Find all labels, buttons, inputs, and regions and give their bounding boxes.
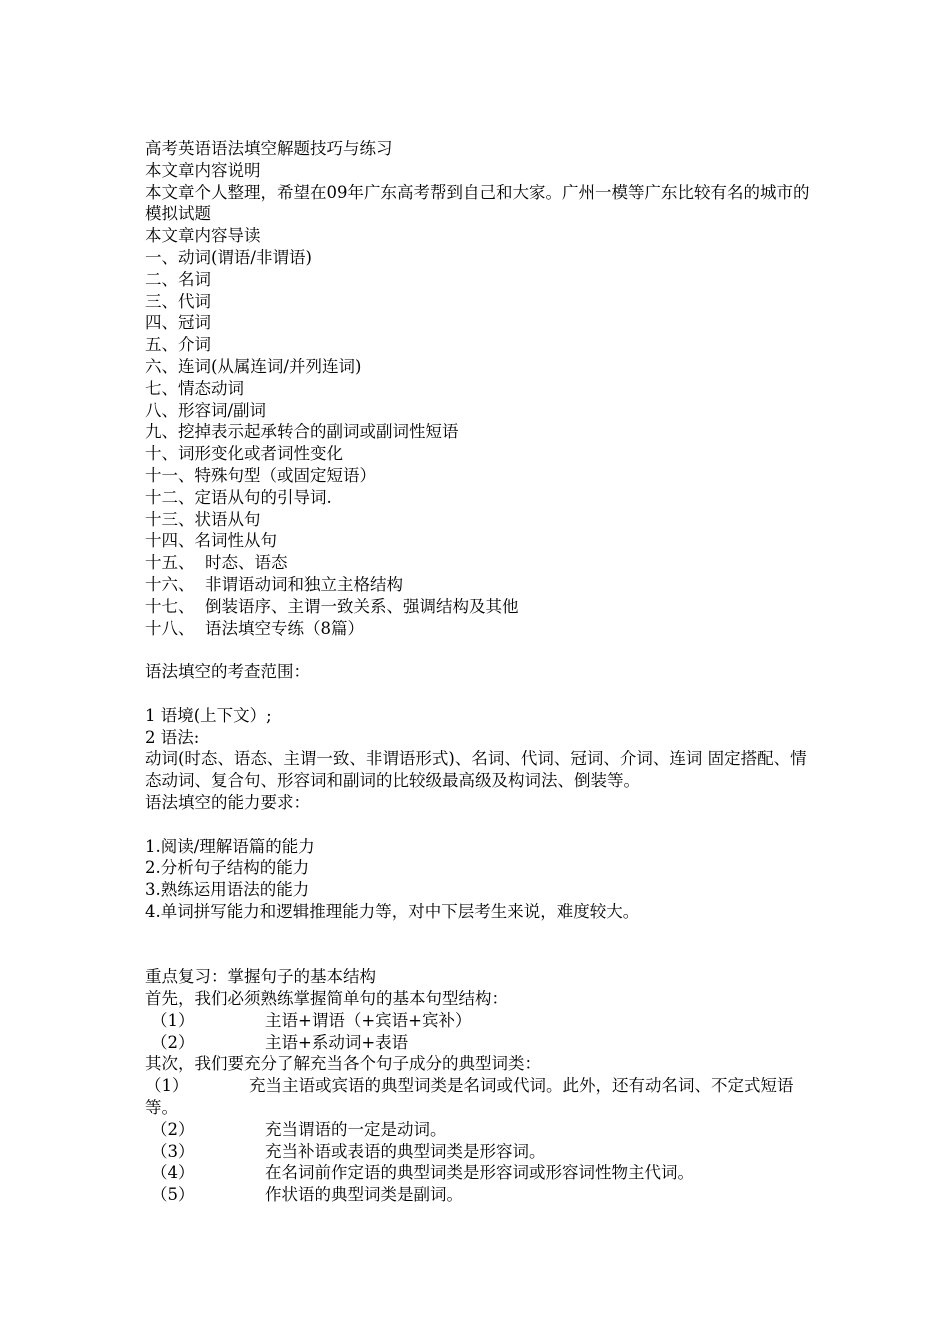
toc-item: 三、代词 <box>145 291 211 311</box>
role-item <box>145 1141 810 1163</box>
intro-heading: 本文章内容说明 <box>145 160 261 180</box>
spacer <box>145 683 810 705</box>
guide-heading: 本文章内容导读 <box>145 226 261 246</box>
toc-item: 八、形容词/副词 <box>145 400 267 420</box>
ability-item: 4.单词拼写能力和逻辑推理能力等，对中下层考生来说，难度较大。 <box>145 901 640 921</box>
spacer <box>145 639 810 661</box>
role-number: （2） <box>151 1119 195 1139</box>
role-text: 在名词前作定语的典型词类是形容词或形容词性物主代词。 <box>265 1163 694 1183</box>
role-item <box>145 1162 810 1184</box>
spacer <box>145 923 810 967</box>
toc-item: 十五、 时态、语态 <box>145 553 288 573</box>
role-text: 充当补语或表语的典型词类是形容词。 <box>265 1141 546 1161</box>
pattern-text: 主语+系动词+表语 <box>265 1032 409 1052</box>
pattern-item <box>145 1010 810 1032</box>
toc-item: 五、介词 <box>145 335 211 355</box>
toc-item: 六、连词(从属连词/并列连词) <box>145 356 362 376</box>
role-item <box>145 1119 810 1141</box>
ability-item: 2.分析句子结构的能力 <box>145 858 310 878</box>
toc-item: 十二、定语从句的引导词. <box>145 487 332 507</box>
toc-item: 十八、 语法填空专练（8篇） <box>145 618 364 638</box>
toc-item: 七、情态动词 <box>145 378 244 398</box>
scope-item: 2 语法: <box>145 727 200 747</box>
role-number: （3） <box>151 1141 195 1161</box>
spacer <box>145 814 810 836</box>
role-item <box>145 1075 810 1119</box>
pattern-number: （2） <box>151 1032 195 1052</box>
role-text: 充当主语或宾语的典型词类是名词或代词。此外，还有动名词、不定式短语等。 <box>145 1076 794 1118</box>
toc-item: 十、词形变化或者词性变化 <box>145 444 343 464</box>
toc-item: 十七、 倒装语序、主谓一致关系、强调结构及其他 <box>145 596 519 616</box>
pattern-item <box>145 1032 810 1054</box>
toc-item: 十四、名词性从句 <box>145 531 277 551</box>
role-number: （4） <box>151 1163 195 1183</box>
toc-item: 四、冠词 <box>145 313 211 333</box>
toc-item: 十六、 非谓语动词和独立主格结构 <box>145 574 403 594</box>
ability-heading: 语法填空的能力要求： <box>145 792 310 812</box>
role-number: （1） <box>145 1076 189 1096</box>
role-text: 充当谓语的一定是动词。 <box>265 1119 447 1139</box>
table-of-contents <box>145 247 810 639</box>
toc-item: 九、挖掉表示起承转合的副词或副词性短语 <box>145 422 459 442</box>
doc-title: 高考英语语法填空解题技巧与练习 <box>145 139 393 158</box>
document-page <box>145 138 810 1206</box>
toc-item: 十一、特殊句型（或固定短语） <box>145 465 376 485</box>
toc-item: 二、名词 <box>145 269 211 289</box>
second-text: 其次，我们要充分了解充当各个句子成分的典型词类： <box>145 1054 541 1074</box>
intro-text: 本文章个人整理，希望在09年广东高考帮到自己和大家。广州一模等广东比较有名的城市的模拟试题 <box>145 182 810 224</box>
toc-item: 十三、状语从句 <box>145 509 261 529</box>
role-text: 作状语的典型词类是副词。 <box>265 1185 463 1205</box>
scope-detail: 动词(时态、语态、主谓一致、非谓语形式)、名词、代词、冠词、介词、连词 固定搭配、情态动词、复合句、形容词和副词的比较级最高级及构词法、倒装等。 <box>145 749 807 791</box>
review-heading: 重点复习：掌握句子的基本结构 <box>145 967 376 987</box>
pattern-text: 主语+谓语（+宾语+宾补） <box>265 1010 472 1030</box>
ability-item: 3.熟练运用语法的能力 <box>145 880 310 900</box>
ability-item: 1.阅读/理解语篇的能力 <box>145 836 315 856</box>
scope-heading: 语法填空的考查范围： <box>145 662 310 682</box>
first-text: 首先，我们必须熟练掌握简单句的基本句型结构： <box>145 989 508 1009</box>
role-item <box>145 1184 810 1206</box>
scope-item: 1 语境(上下文）; <box>145 705 272 725</box>
toc-item: 一、动词(谓语/非谓语) <box>145 247 312 267</box>
role-number: （5） <box>151 1185 195 1205</box>
pattern-number: （1） <box>151 1010 195 1030</box>
